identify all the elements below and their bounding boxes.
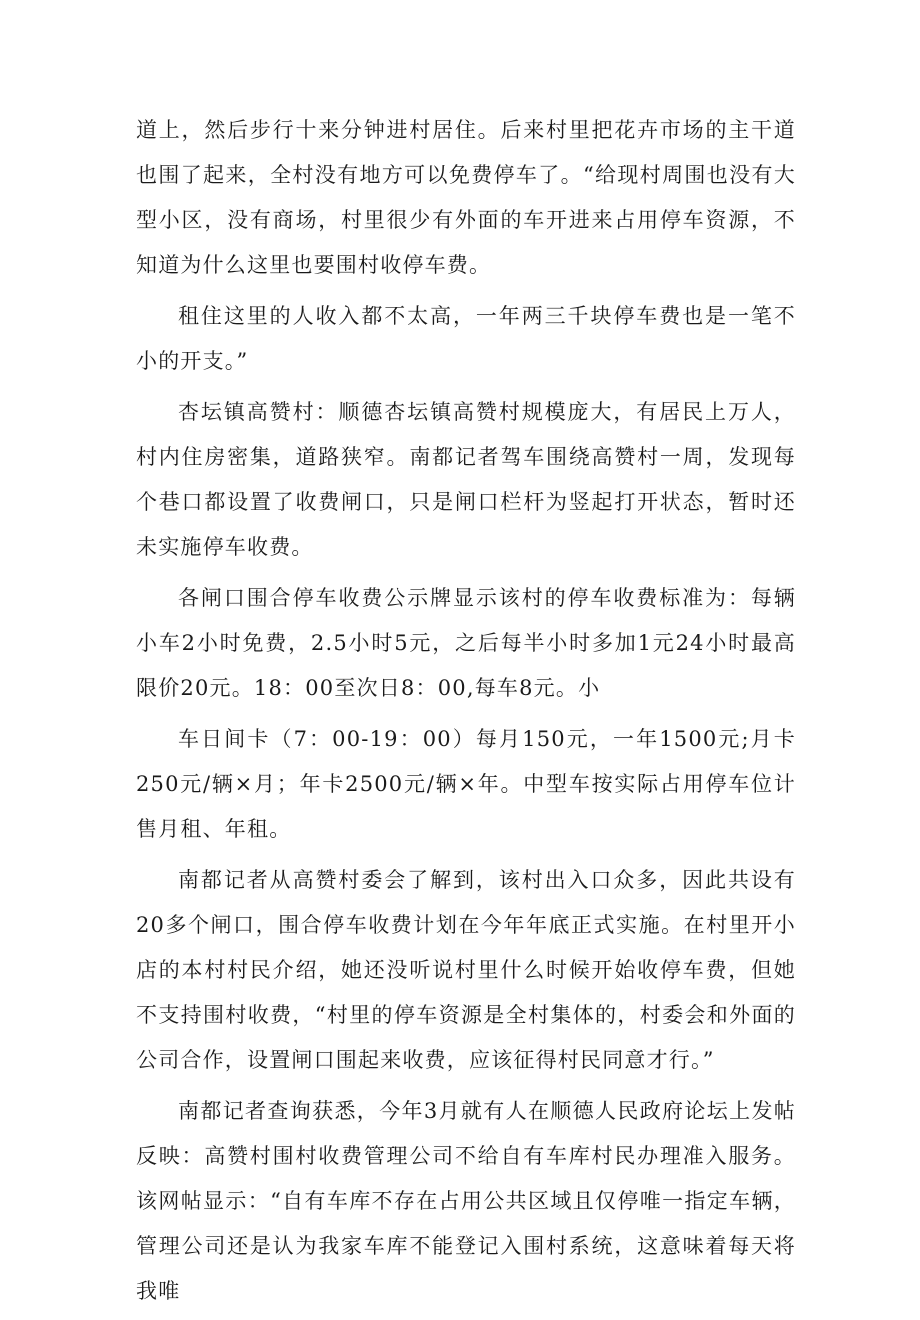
article-body [136, 108, 796, 1320]
paragraph-6: 南都记者从高赞村委会了解到，该村出入口众多，因此共设有20多个闸口，围合停车收费计划在今年年底正式实施。在村里开小店的本村村民介绍，她还没听说村里什么时候开始收停车费，但她不支持围村收费，“村里的停车资源是全村集体的，村委会和外面的公司合作，设置闸口围起来收费，应该征得村民同意才行。” [136, 868, 796, 1072]
paragraph-7: 南都记者查询获悉，今年3月就有人在顺德人民政府论坛上发帖反映：高赞村围村收费管理公司不给自有车库村民办理准入服务。该网帖显示：“自有车库不存在占用公共区域且仅停唯一指定车辆，管理公司还是认为我家车库不能登记入围村系统，这意味着每天将我唯 [136, 1099, 796, 1303]
paragraph-5: 车日间卡（7：00-19：00）每月150元，一年1500元;月卡250元/辆×月；年卡2500元/辆×年。中型车按实际占用停车位计售月租、年租。 [136, 727, 796, 841]
paragraph-3: 杏坛镇高赞村：顺德杏坛镇高赞村规模庞大，有居民上万人，村内住房密集，道路狭窄。南都记者驾车围绕高赞村一周，发现每个巷口都设置了收费闸口，只是闸口栏杆为竖起打开状态，暂时还未实施停车收费。 [136, 400, 796, 559]
paragraph-1: 道上，然后步行十来分钟进村居住。后来村里把花卉市场的主干道也围了起来，全村没有地方可以免费停车了。“给现村周围也没有大型小区，没有商场，村里很少有外面的车开进来占用停车资源，不知道为什么这里也要围村收停车费。 [136, 118, 796, 277]
paragraph-4: 各闸口围合停车收费公示牌显示该村的停车收费标准为：每辆小车2小时免费，2.5小时5元，之后每半小时多加1元24小时最高限价20元。18：00至次日8：00,每车8元。小 [136, 586, 796, 700]
paragraph-2: 租住这里的人收入都不太高，一年两三千块停车费也是一笔不小的开支。” [136, 304, 796, 373]
